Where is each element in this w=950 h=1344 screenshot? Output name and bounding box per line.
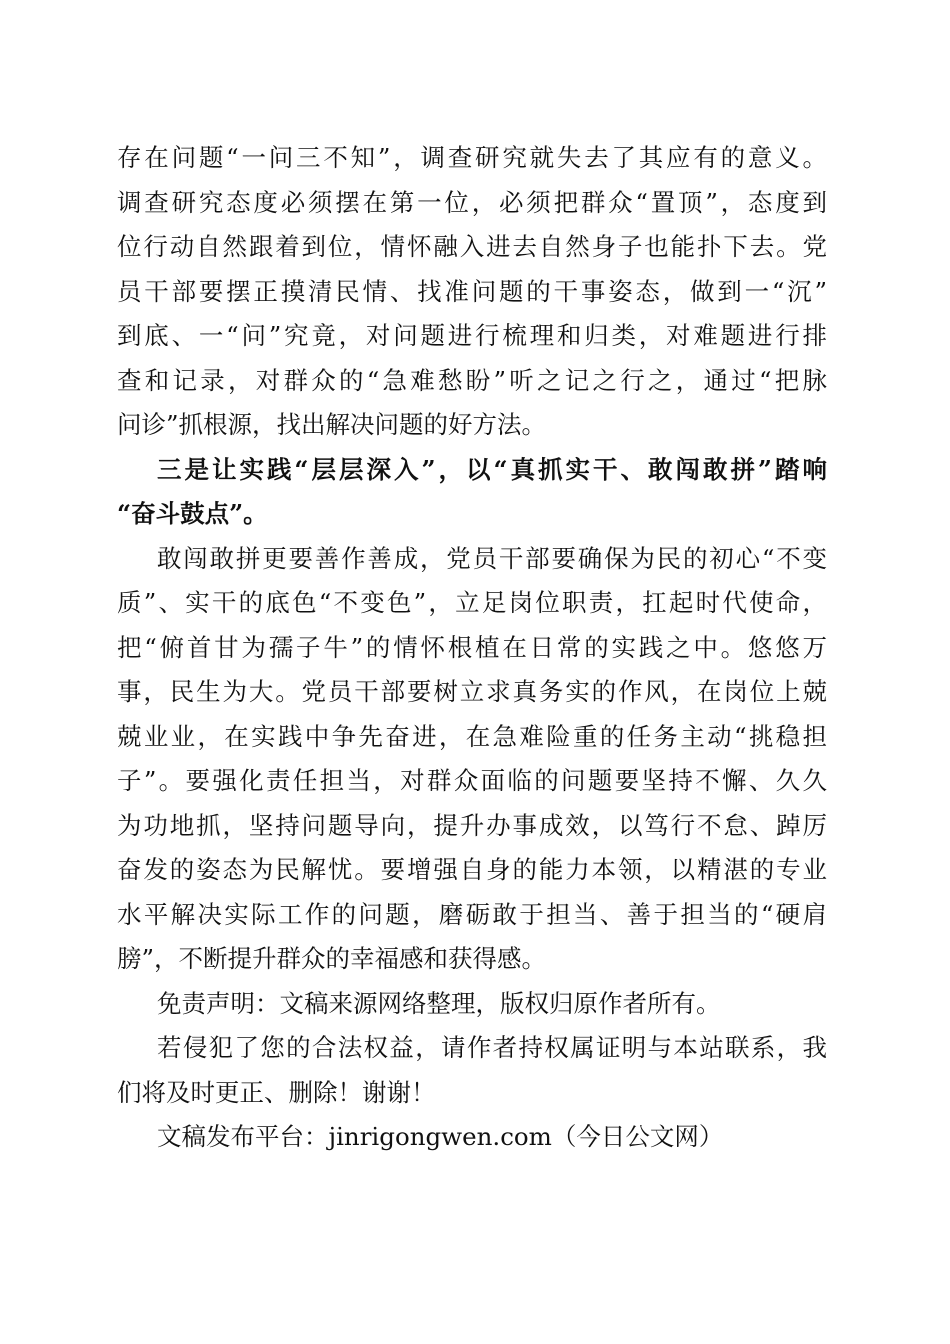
text-line: 位行动自然跟着到位，情怀融入进去自然身子也能扑下去。党	[117, 232, 827, 261]
disclaimer-block	[117, 982, 827, 1160]
text-line: 敢闯敢拼更要善作善成，党员干部要确保为民的初心“不变	[157, 543, 827, 573]
disclaimer-line: 们将及时更正、删除！谢谢！	[117, 1077, 436, 1107]
text-line: 为功地抓，坚持问题导向，提升办事成效，以笃行不怠、踔厉	[117, 810, 827, 840]
publish-platform-line: 文稿发布平台：jinrigongwen.com（今日公文网）	[157, 1122, 724, 1151]
paragraph-investigation	[117, 136, 827, 448]
text-line: 存在问题“一问三不知”，调查研究就失去了其应有的意义。	[117, 143, 827, 172]
text-line: 调查研究态度必须摆在第一位，必须把群众“置顶”，态度到	[117, 187, 827, 217]
paragraph-practice	[117, 537, 827, 982]
text-line: 员干部要摆正摸清民情、找准问题的干事姿态，做到一“沉”	[117, 276, 827, 306]
text-line: 膀”，不断提升群众的幸福感和获得感。	[117, 944, 547, 973]
heading-line: 三是让实践“层层深入”，以“真抓实干、敢闯敢拼”踏响	[157, 454, 827, 484]
text-line: 子”。要强化责任担当，对群众面临的问题要坚持不懈、久久	[117, 766, 827, 795]
text-line: 把“俯首甘为孺子牛”的情怀根植在日常的实践之中。悠悠万	[117, 632, 827, 662]
text-line: 兢业业，在实践中争先奋进，在急难险重的任务主动“挑稳担	[117, 721, 827, 751]
disclaimer-line: 免责声明：文稿来源网络整理，版权归原作者所有。	[157, 988, 721, 1018]
text-line: 水平解决实际工作的问题，磨砺敢于担当、善于担当的“硬肩	[117, 899, 827, 929]
text-line: 奋发的姿态为民解忧。要增强自身的能力本领，以精湛的专业	[117, 855, 827, 884]
text-line: 事，民生为大。党员干部要树立求真务实的作风，在岗位上兢	[117, 677, 827, 706]
text-line: 质”、实干的底色“不变色”，立足岗位职责，扛起时代使命，	[117, 588, 827, 617]
heading-line: “奋斗鼓点”。	[117, 499, 268, 528]
text-line: 到底、一“问”究竟，对问题进行梳理和归类，对难题进行排	[117, 321, 827, 350]
document-body	[117, 136, 827, 1160]
text-line: 查和记录，对群众的“急难愁盼”听之记之行之，通过“把脉	[117, 365, 827, 395]
disclaimer-line: 若侵犯了您的合法权益，请作者持权属证明与本站联系，我	[157, 1033, 827, 1062]
section-heading-three	[117, 448, 827, 537]
text-line: 问诊”抓根源，找出解决问题的好方法。	[117, 410, 547, 439]
